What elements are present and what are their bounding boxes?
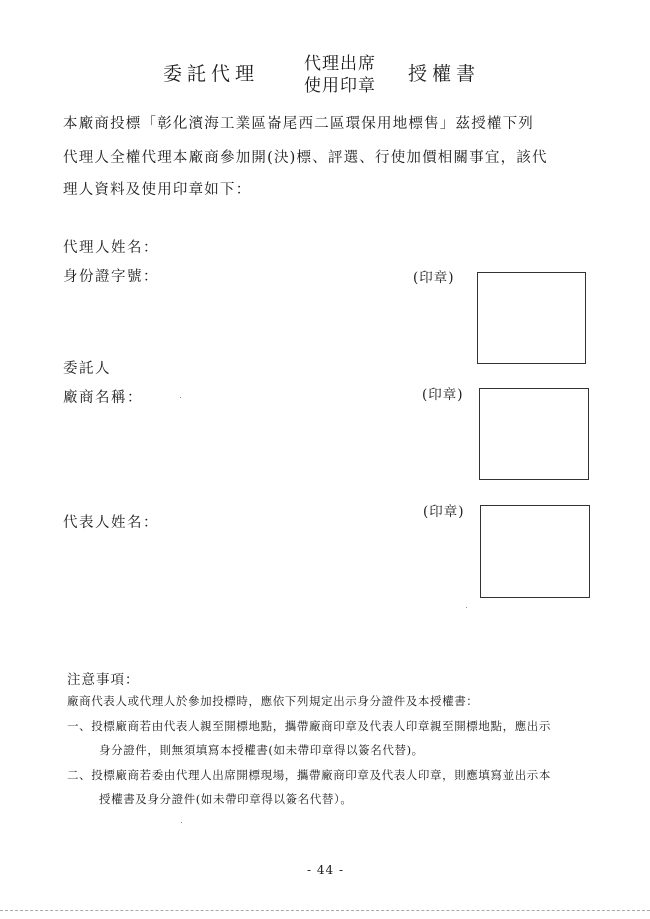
notes-heading: 注意事項： [67,672,140,688]
notes-intro: 廠商代表人或代理人於參加投標時，應依下列規定出示身分證件及本授權書： [67,694,479,708]
intro-line-1: 本廠商投標「彰化濱海工業區崙尾西二區環保用地標售」茲授權下列 [63,116,534,132]
notes-item-1-line-1: 一、投標廠商若由代表人親至開標地點，攜帶廠商印章及代表人印章親至開標地點，應出示 [67,719,551,733]
representative-seal-label: (印章) [423,504,465,520]
title-stack-bottom: 使用印章 [304,76,376,96]
title-stack [293,53,387,97]
intro-line-3: 理人資料及使用印章如下： [63,182,252,198]
company-seal-box [479,388,589,480]
agent-seal-box [477,272,586,364]
agent-name-field: 代理人姓名： [63,240,159,256]
scan-speck [181,822,182,823]
company-seal-label: (印章) [422,387,464,403]
title-left: 委託代理 [163,63,260,85]
intro-line-2: 代理人全權代理本廠商參加開(決)標、評選、行使加價相關事宜，該代 [63,150,548,166]
page-number: - 44 - [307,863,345,877]
scan-speck [180,397,181,398]
notes-item-2-line-2: 授權書及身分證件(如未帶印章得以簽名代替）。 [99,792,353,806]
title-right: 授權書 [408,63,481,85]
title-stack-top: 代理出席 [304,54,376,74]
principal-label: 委託人 [63,361,111,377]
agent-id-field: 身份證字號： [63,269,159,285]
scan-speck [466,607,467,608]
notes-item-1-line-2: 身分證件，則無須填寫本授權書(如未帶印章得以簽名代替)。 [99,743,424,757]
representative-seal-box [480,505,590,598]
company-name-field: 廠商名稱： [63,390,143,406]
representative-name-field: 代表人姓名： [63,515,159,531]
agent-seal-label: (印章) [413,270,455,286]
notes-item-2-line-1: 二、投標廠商若委由代理人出席開標現場，攜帶廠商印章及代表人印章，則應填寫並出示本 [67,768,551,782]
scan-edge-line [0,910,650,911]
